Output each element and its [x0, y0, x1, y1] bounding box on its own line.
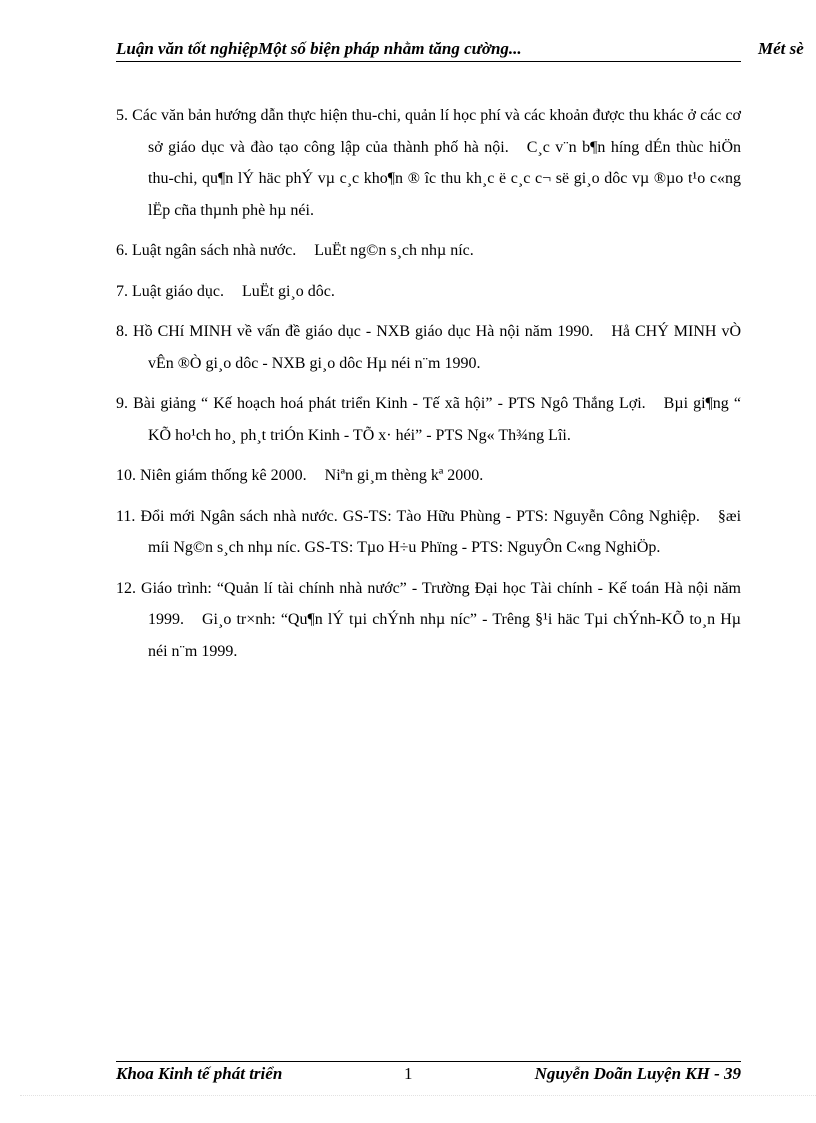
header-divider	[116, 61, 741, 62]
reference-text-duplicate: Bµi gi¶ng “ KÕ ho¹ch ho¸ ph¸t triÓn Kinh - TÕ x· héi” - PTS Ng« Th¾ng Lîi.	[148, 395, 741, 444]
page-number: 1	[404, 1064, 413, 1083]
reference-text: Đổi mới Ngân sách nhà nước. GS-TS: Tào Hữu Phùng - PTS: Nguyễn Công Nghiệp.	[140, 507, 700, 525]
reference-item-9	[116, 388, 741, 451]
reference-number: 11.	[116, 507, 136, 525]
reference-text: Luật ngân sách nhà nước.	[132, 242, 297, 259]
reference-text-duplicate: LuËt gi¸o dôc.	[241, 282, 335, 300]
reference-text: Bài giảng “ Kế hoạch hoá phát triển Kinh - Tế xã hội” - PTS Ngô Thắng Lợi.	[133, 395, 646, 412]
reference-list	[116, 100, 741, 676]
reference-text: Hồ CHí MINH về vấn đề giáo dục - NXB giáo dục Hà nội năm 1990.	[133, 323, 594, 340]
page-edge-divider	[20, 1095, 816, 1096]
reference-item-12	[116, 573, 741, 668]
reference-text-duplicate: Gi¸o tr×nh: “Qu¶n lÝ tµi chÝnh nhµ níc” - Trêng §¹i häc Tµi chÝnh-KÕ to¸n Hµ néi n¨m 1999.	[148, 611, 741, 660]
footer-department: Khoa Kinh tế phát triển	[116, 1064, 283, 1083]
reference-item-7	[116, 276, 741, 308]
reference-number: 9.	[116, 395, 128, 412]
reference-number: 12.	[116, 579, 136, 597]
reference-text-duplicate: §æi míi Ng©n s¸ch nhµ níc. GS-TS: Tµo H÷u Phïng - PTS: NguyÔn C«ng NghiÖp.	[148, 507, 742, 556]
reference-number: 10.	[116, 467, 136, 484]
reference-item-6	[116, 235, 741, 267]
reference-text-duplicate: LuËt ng©n s¸ch nhµ níc.	[314, 242, 474, 259]
reference-number: 5.	[116, 107, 128, 124]
header-title: Luận văn tốt nghiệpMột số biện pháp nhằm tăng cường...	[116, 39, 522, 58]
reference-item-8	[116, 316, 741, 379]
page-footer	[116, 1064, 741, 1088]
reference-number: 8.	[116, 323, 128, 340]
page-header	[116, 36, 816, 64]
reference-item-10	[116, 460, 741, 492]
reference-item-11	[116, 501, 741, 564]
reference-text-duplicate: C¸c v¨n b¶n híng dÉn thùc hiÖn thu-chi, qu¶n lÝ häc phÝ vµ c¸c kho¶n ® îc thu kh¸c ë c¸c c¬ së gi¸o dôc vµ ®µo t¹o c«ng lËp cña thµnh phè hµ néi.	[148, 138, 742, 219]
reference-text: Giáo trình: “Quản lí tài chính nhà nước” - Trường Đại học Tài chính - Kế toán Hà nội năm 1999.	[141, 579, 741, 628]
reference-item-5	[116, 100, 741, 226]
header-right-text: Mét sè	[758, 39, 804, 58]
reference-number: 7.	[116, 282, 128, 300]
reference-number: 6.	[116, 242, 128, 259]
reference-text-duplicate: Hå CHÝ MINH vÒ vÊn ®Ò gi¸o dôc - NXB gi¸o dôc Hµ néi n¨m 1990.	[148, 323, 742, 372]
footer-author: Nguyễn Doãn Luyện KH - 39	[534, 1064, 741, 1083]
reference-text: Các văn bản hướng dẫn thực hiện thu-chi, quản lí học phí và các khoản được thu khác ở các cơ sở giáo dục và đào tạo công lập của thành phố hà nội.	[132, 107, 742, 156]
footer-divider	[116, 1061, 741, 1062]
reference-text: Luật giáo dục.	[132, 282, 224, 300]
reference-text-duplicate: Niªn gi¸m thèng kª 2000.	[324, 467, 484, 484]
reference-text: Niên giám thống kê 2000.	[140, 467, 307, 484]
